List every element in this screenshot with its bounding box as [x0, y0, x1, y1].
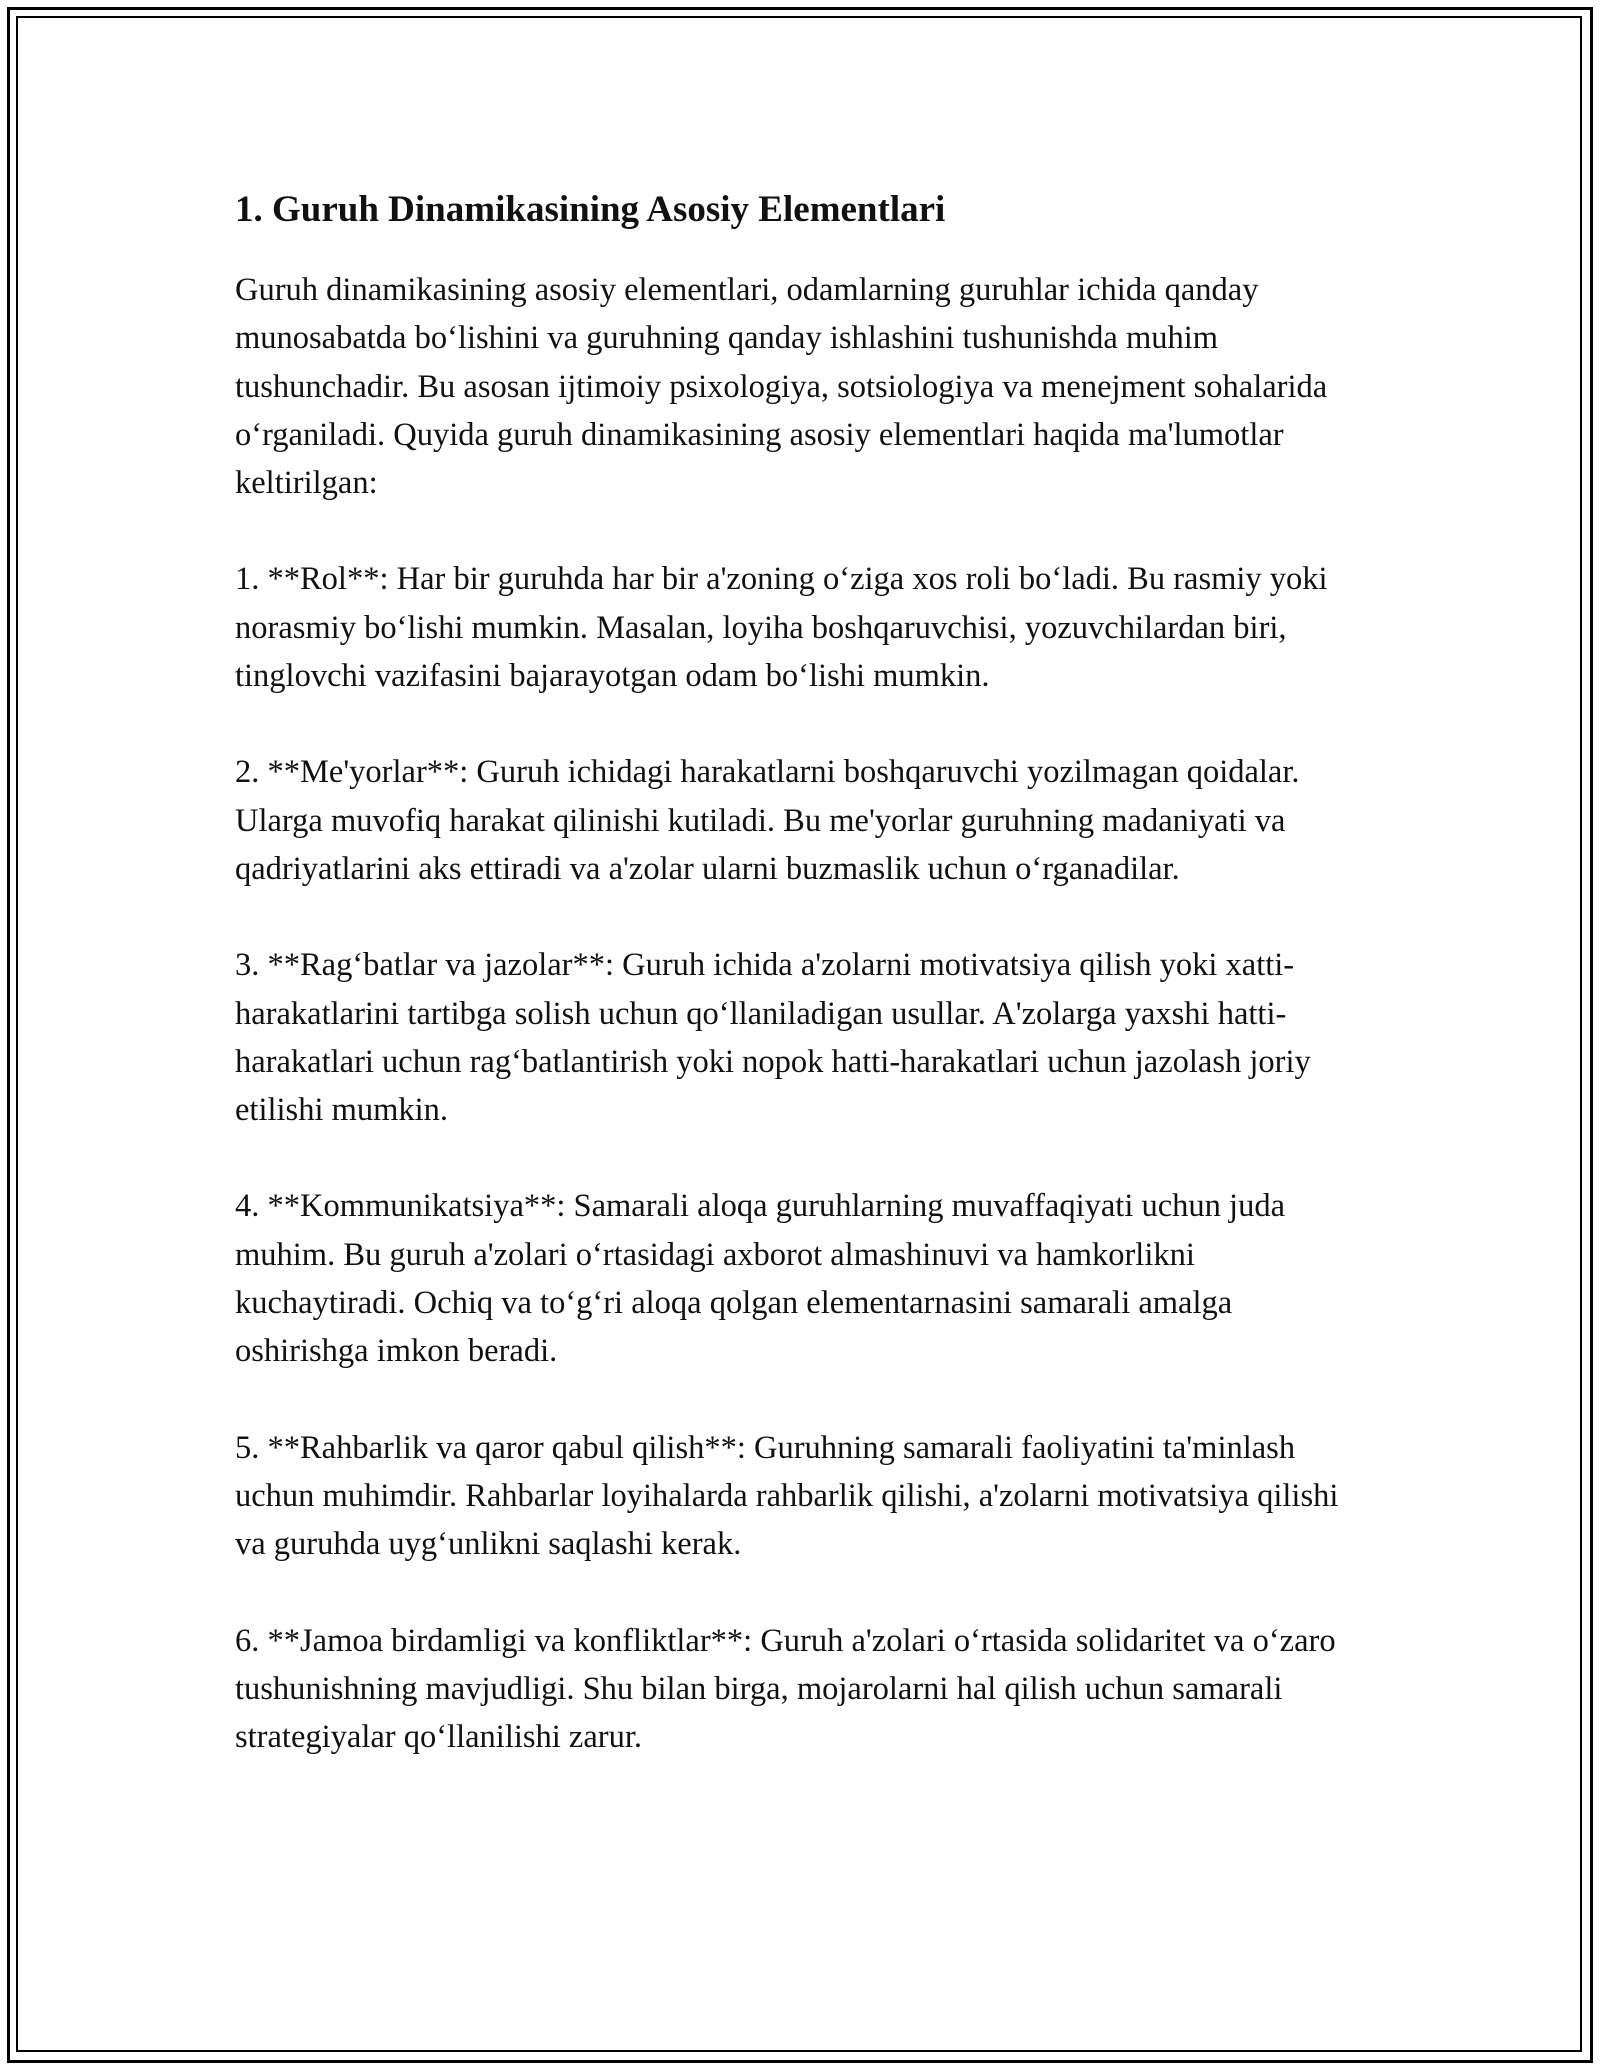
element-paragraph-cohesion: 6. **Jamoa birdamligi va konfliktlar**: Guruh a'zolari o‘rtasida solidaritet va o‘zaro tushunishning mavjudligi. Shu bilan birga, mojarolarni hal qilish uchun samarali strategiyalar qo‘llanilishi zarur.	[235, 1622, 1336, 1756]
document-body	[235, 186, 1370, 1809]
element-paragraph-role: 1. **Rol**: Har bir guruhda har bir a'zoning o‘ziga xos roli bo‘ladi. Bu rasmiy yoki norasmiy bo‘lishi mumkin. Masalan, loyiha boshqaruvchisi, yozuvchilardan biri, tinglovchi vazifasini bajarayotgan odam bo‘lishi mumkin.	[235, 561, 1328, 695]
element-paragraph-norms: 2. **Me'yorlar**: Guruh ichidagi harakatlarni boshqaruvchi yozilmagan qoidalar. Ularga muvofiq harakat qilinishi kutiladi. Bu me'yorlar guruhning madaniyati va qadriyatlarini aks ettiradi va a'zolar ularni buzmaslik uchun o‘rganadilar.	[235, 754, 1300, 887]
element-paragraph-rewards: 3. **Rag‘batlar va jazolar**: Guruh ichida a'zolarni motivatsiya qilish yoki xatti-harakatlarini tartibga solish uchun qo‘llaniladigan usullar. A'zolarga yaxshi hatti-harakatlari uchun rag‘batlantirish yoki nopok hatti-harakatlari uchun jazolash joriy etilishi mumkin.	[235, 947, 1311, 1129]
section-heading: 1. Guruh Dinamikasining Asosiy Elementlari	[235, 189, 946, 230]
element-paragraph-leadership: 5. **Rahbarlik va qaror qabul qilish**: Guruhning samarali faoliyatini ta'minlash uchun muhimdir. Rahbarlar loyihalarda rahbarlik qilishi, a'zolarni motivatsiya qilishi va guruhda uyg‘unlikni saqlashi kerak.	[235, 1429, 1339, 1563]
intro-paragraph: Guruh dinamikasining asosiy elementlari, odamlarning guruhlar ichida qanday munosabatda bo‘lishini va guruhning qanday ishlashini tushunishda muhim tushunchadir. Bu asosan ijtimoiy psixologiya, sotsiologiya va menejment sohalarida o‘rganiladi. Quyida guruh dinamikasining asosiy elementlari haqida ma'lumotlar keltirilgan:	[235, 272, 1328, 502]
element-paragraph-communication: 4. **Kommunikatsiya**: Samarali aloqa guruhlarning muvaffaqiyati uchun juda muhim. Bu guruh a'zolari o‘rtasidagi axborot almashinuvi va hamkorlikni kuchaytiradi. Ochiq va to‘g‘ri aloqa qolgan elementarnasini samarali amalga oshirishga imkon beradi.	[235, 1188, 1285, 1370]
